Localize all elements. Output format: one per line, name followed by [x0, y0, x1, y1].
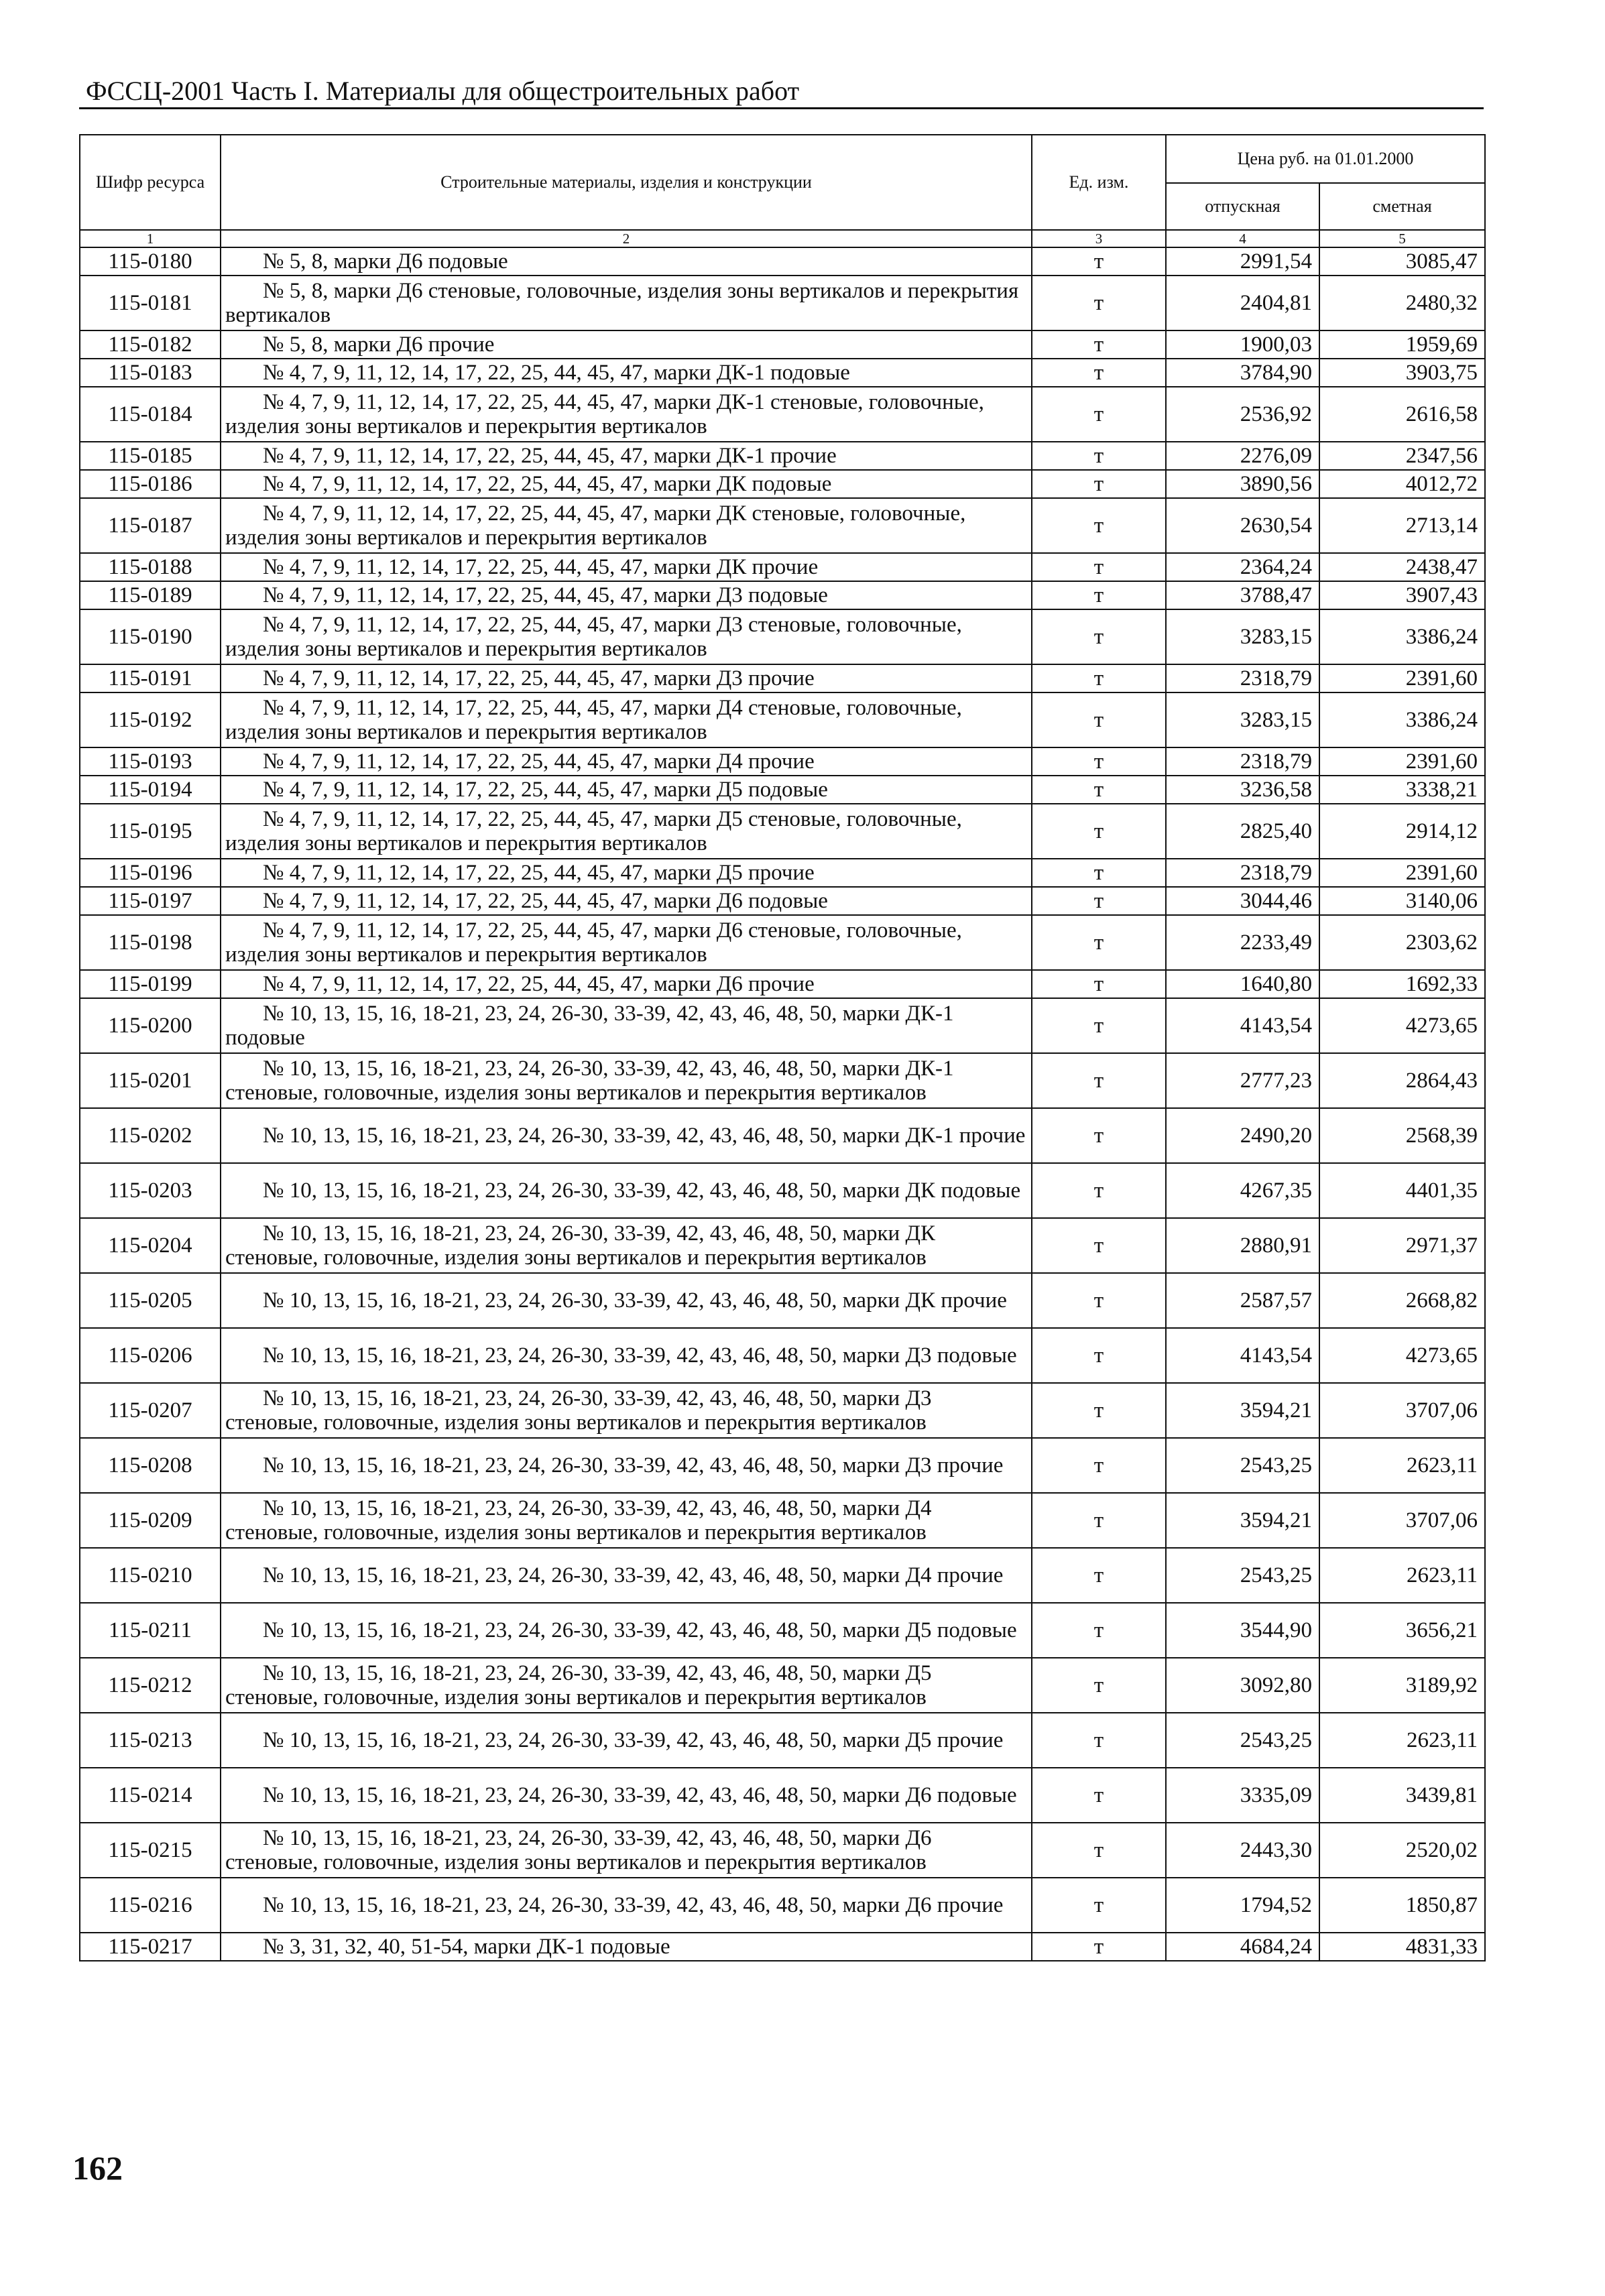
material-name-cell — [221, 553, 1032, 581]
release-price-cell: 3788,47 — [1166, 581, 1319, 609]
resource-code-cell: 115-0202 — [80, 1108, 221, 1163]
resource-code-cell: 115-0187 — [80, 498, 221, 553]
page-number: 162 — [72, 2149, 123, 2187]
resource-code-cell: 115-0194 — [80, 776, 221, 804]
resource-code-cell: 115-0214 — [80, 1768, 221, 1823]
table-row — [80, 1383, 1485, 1438]
price-table — [79, 134, 1486, 1961]
estimate-price-cell: 3903,75 — [1319, 359, 1485, 387]
material-name-cell — [221, 1768, 1032, 1823]
resource-code-cell: 115-0198 — [80, 915, 221, 970]
unit-cell: т — [1032, 330, 1166, 359]
release-price-cell: 3092,80 — [1166, 1658, 1319, 1713]
release-price-cell: 4143,54 — [1166, 1328, 1319, 1383]
table-row — [80, 1878, 1485, 1933]
release-price-cell: 2276,09 — [1166, 442, 1319, 470]
estimate-price-cell: 1850,87 — [1319, 1878, 1485, 1933]
resource-code-cell: 115-0204 — [80, 1218, 221, 1273]
estimate-price-cell: 2520,02 — [1319, 1823, 1485, 1878]
unit-cell: т — [1032, 1493, 1166, 1548]
estimate-price-cell: 2616,58 — [1319, 387, 1485, 442]
resource-code-cell: 115-0213 — [80, 1713, 221, 1768]
resource-code-cell: 115-0184 — [80, 387, 221, 442]
release-price-cell: 2490,20 — [1166, 1108, 1319, 1163]
column-header-estimate-price: сметная — [1319, 183, 1485, 230]
material-name-text: № 4, 7, 9, 11, 12, 14, 17, 22, 25, 44, 45, 47, марки Д5 прочие — [263, 861, 815, 885]
material-name-cell — [221, 276, 1032, 330]
table-row — [80, 609, 1485, 664]
unit-cell: т — [1032, 1383, 1166, 1438]
material-name-text: № 4, 7, 9, 11, 12, 14, 17, 22, 25, 44, 45, 47, марки Д3 прочие — [263, 666, 815, 690]
material-name-cell — [221, 470, 1032, 498]
material-name-text: № 10, 13, 15, 16, 18-21, 23, 24, 26-30, 33-39, 42, 43, 46, 48, 50, марки ДК-1 стеновые, головочные, изделия зоны вертикалов и перекрытия вертикалов — [225, 1056, 954, 1105]
release-price-cell: 2364,24 — [1166, 553, 1319, 581]
material-name-cell — [221, 1108, 1032, 1163]
estimate-price-cell: 3707,06 — [1319, 1493, 1485, 1548]
table-row — [80, 804, 1485, 859]
table-row — [80, 1273, 1485, 1328]
material-name-text: № 4, 7, 9, 11, 12, 14, 17, 22, 25, 44, 45, 47, марки Д6 прочие — [263, 972, 815, 996]
estimate-price-cell: 2971,37 — [1319, 1218, 1485, 1273]
unit-cell: т — [1032, 747, 1166, 776]
estimate-price-cell: 2438,47 — [1319, 553, 1485, 581]
material-name-text: № 4, 7, 9, 11, 12, 14, 17, 22, 25, 44, 45, 47, марки Д4 стеновые, головочные, изделия зоны вертикалов и перекрытия вертикалов — [225, 696, 962, 744]
material-name-cell — [221, 498, 1032, 553]
estimate-price-cell: 4401,35 — [1319, 1163, 1485, 1218]
release-price-cell: 2233,49 — [1166, 915, 1319, 970]
unit-cell: т — [1032, 1768, 1166, 1823]
material-name-cell — [221, 247, 1032, 276]
release-price-cell: 3283,15 — [1166, 692, 1319, 747]
estimate-price-cell: 2623,11 — [1319, 1438, 1485, 1493]
table-row — [80, 998, 1485, 1053]
table-row — [80, 1328, 1485, 1383]
unit-cell: т — [1032, 1548, 1166, 1603]
column-number: 5 — [1319, 230, 1485, 247]
material-name-text: № 4, 7, 9, 11, 12, 14, 17, 22, 25, 44, 45, 47, марки Д5 подовые — [263, 778, 828, 802]
resource-code-cell: 115-0196 — [80, 859, 221, 887]
material-name-cell — [221, 1548, 1032, 1603]
estimate-price-cell: 2391,60 — [1319, 859, 1485, 887]
release-price-cell: 4684,24 — [1166, 1933, 1319, 1961]
estimate-price-cell: 3656,21 — [1319, 1603, 1485, 1658]
material-name-text: № 3, 31, 32, 40, 51-54, марки ДК-1 подовые — [263, 1935, 670, 1959]
table-row — [80, 1438, 1485, 1493]
resource-code-cell: 115-0186 — [80, 470, 221, 498]
unit-cell: т — [1032, 1053, 1166, 1108]
material-name-text: № 4, 7, 9, 11, 12, 14, 17, 22, 25, 44, 45, 47, марки Д6 стеновые, головочные, изделия зоны вертикалов и перекрытия вертикалов — [225, 918, 962, 967]
resource-code-cell: 115-0217 — [80, 1933, 221, 1961]
material-name-cell — [221, 1328, 1032, 1383]
resource-code-cell: 115-0191 — [80, 664, 221, 692]
release-price-cell: 2991,54 — [1166, 247, 1319, 276]
estimate-price-cell: 3338,21 — [1319, 776, 1485, 804]
estimate-price-cell: 3386,24 — [1319, 692, 1485, 747]
material-name-cell — [221, 330, 1032, 359]
unit-cell: т — [1032, 998, 1166, 1053]
release-price-cell: 2443,30 — [1166, 1823, 1319, 1878]
resource-code-cell: 115-0208 — [80, 1438, 221, 1493]
table-row — [80, 747, 1485, 776]
resource-code-cell: 115-0199 — [80, 970, 221, 998]
table-row — [80, 276, 1485, 330]
estimate-price-cell: 1959,69 — [1319, 330, 1485, 359]
resource-code-cell: 115-0201 — [80, 1053, 221, 1108]
estimate-price-cell: 3707,06 — [1319, 1383, 1485, 1438]
estimate-price-cell: 2623,11 — [1319, 1713, 1485, 1768]
material-name-text: № 10, 13, 15, 16, 18-21, 23, 24, 26-30, 33-39, 42, 43, 46, 48, 50, марки Д3 прочие — [263, 1453, 1004, 1477]
unit-cell: т — [1032, 1108, 1166, 1163]
table-row — [80, 581, 1485, 609]
table-row — [80, 1768, 1485, 1823]
unit-cell: т — [1032, 387, 1166, 442]
table-row — [80, 359, 1485, 387]
material-name-cell — [221, 1163, 1032, 1218]
material-name-text: № 10, 13, 15, 16, 18-21, 23, 24, 26-30, 33-39, 42, 43, 46, 48, 50, марки ДК-1 подовые — [225, 1002, 954, 1050]
table-row — [80, 1163, 1485, 1218]
resource-code-cell: 115-0192 — [80, 692, 221, 747]
release-price-cell: 2825,40 — [1166, 804, 1319, 859]
material-name-text: № 10, 13, 15, 16, 18-21, 23, 24, 26-30, 33-39, 42, 43, 46, 48, 50, марки Д4 прочие — [263, 1563, 1004, 1587]
estimate-price-cell: 2303,62 — [1319, 915, 1485, 970]
material-name-text: № 4, 7, 9, 11, 12, 14, 17, 22, 25, 44, 45, 47, марки ДК-1 подовые — [263, 361, 850, 385]
unit-cell: т — [1032, 359, 1166, 387]
release-price-cell: 2587,57 — [1166, 1273, 1319, 1328]
table-row — [80, 1493, 1485, 1548]
release-price-cell: 3594,21 — [1166, 1493, 1319, 1548]
estimate-price-cell: 2347,56 — [1319, 442, 1485, 470]
material-name-cell — [221, 1493, 1032, 1548]
unit-cell: т — [1032, 804, 1166, 859]
column-header-release-price: отпускная — [1166, 183, 1319, 230]
material-name-text: № 10, 13, 15, 16, 18-21, 23, 24, 26-30, 33-39, 42, 43, 46, 48, 50, марки ДК подовые — [263, 1179, 1021, 1203]
resource-code-cell: 115-0189 — [80, 581, 221, 609]
release-price-cell: 3544,90 — [1166, 1603, 1319, 1658]
unit-cell: т — [1032, 1603, 1166, 1658]
estimate-price-cell: 2864,43 — [1319, 1053, 1485, 1108]
material-name-text: № 4, 7, 9, 11, 12, 14, 17, 22, 25, 44, 45, 47, марки Д4 прочие — [263, 749, 815, 774]
material-name-text: № 4, 7, 9, 11, 12, 14, 17, 22, 25, 44, 45, 47, марки ДК прочие — [263, 555, 819, 579]
release-price-cell: 3044,46 — [1166, 887, 1319, 915]
table-row — [80, 470, 1485, 498]
unit-cell: т — [1032, 553, 1166, 581]
resource-code-cell: 115-0203 — [80, 1163, 221, 1218]
table-row — [80, 247, 1485, 276]
estimate-price-cell: 3140,06 — [1319, 887, 1485, 915]
table-row — [80, 692, 1485, 747]
resource-code-cell: 115-0205 — [80, 1273, 221, 1328]
release-price-cell: 2318,79 — [1166, 747, 1319, 776]
unit-cell: т — [1032, 247, 1166, 276]
material-name-text: № 10, 13, 15, 16, 18-21, 23, 24, 26-30, 33-39, 42, 43, 46, 48, 50, марки Д5 прочие — [263, 1728, 1004, 1752]
resource-code-cell: 115-0188 — [80, 553, 221, 581]
unit-cell: т — [1032, 470, 1166, 498]
estimate-price-cell: 4273,65 — [1319, 1328, 1485, 1383]
column-header-code: Шифр ресурса — [80, 135, 221, 230]
table-row — [80, 1658, 1485, 1713]
table-row — [80, 1053, 1485, 1108]
table-row — [80, 859, 1485, 887]
material-name-cell — [221, 1053, 1032, 1108]
release-price-cell: 2880,91 — [1166, 1218, 1319, 1273]
unit-cell: т — [1032, 1878, 1166, 1933]
column-number: 4 — [1166, 230, 1319, 247]
unit-cell: т — [1032, 1658, 1166, 1713]
release-price-cell: 2318,79 — [1166, 664, 1319, 692]
column-number-row — [80, 230, 1485, 247]
material-name-cell — [221, 1658, 1032, 1713]
unit-cell: т — [1032, 1438, 1166, 1493]
material-name-cell — [221, 747, 1032, 776]
estimate-price-cell: 2623,11 — [1319, 1548, 1485, 1603]
material-name-cell — [221, 859, 1032, 887]
resource-code-cell: 115-0206 — [80, 1328, 221, 1383]
material-name-cell — [221, 1713, 1032, 1768]
material-name-cell — [221, 692, 1032, 747]
estimate-price-cell: 4012,72 — [1319, 470, 1485, 498]
table-row — [80, 330, 1485, 359]
table-row — [80, 970, 1485, 998]
release-price-cell: 2777,23 — [1166, 1053, 1319, 1108]
unit-cell: т — [1032, 970, 1166, 998]
release-price-cell: 2318,79 — [1166, 859, 1319, 887]
unit-cell: т — [1032, 442, 1166, 470]
estimate-price-cell: 2480,32 — [1319, 276, 1485, 330]
material-name-text: № 10, 13, 15, 16, 18-21, 23, 24, 26-30, 33-39, 42, 43, 46, 48, 50, марки ДК стеновые, головочные, изделия зоны вертикалов и перекрытия вертикалов — [225, 1221, 935, 1270]
unit-cell: т — [1032, 915, 1166, 970]
estimate-price-cell: 2391,60 — [1319, 664, 1485, 692]
material-name-cell — [221, 1603, 1032, 1658]
material-name-cell — [221, 387, 1032, 442]
release-price-cell: 2630,54 — [1166, 498, 1319, 553]
page-header-title: ФССЦ-2001 Часть I. Материалы для общестроительных работ — [86, 76, 800, 106]
material-name-cell — [221, 887, 1032, 915]
material-name-cell — [221, 1823, 1032, 1878]
unit-cell: т — [1032, 859, 1166, 887]
unit-cell: т — [1032, 1273, 1166, 1328]
material-name-cell — [221, 359, 1032, 387]
material-name-text: № 5, 8, марки Д6 прочие — [263, 333, 495, 357]
column-number: 1 — [80, 230, 221, 247]
material-name-text: № 4, 7, 9, 11, 12, 14, 17, 22, 25, 44, 45, 47, марки ДК стеновые, головочные, изделия зоны вертикалов и перекрытия вертикалов — [225, 501, 966, 550]
table-row — [80, 664, 1485, 692]
table-row — [80, 1218, 1485, 1273]
column-number: 3 — [1032, 230, 1166, 247]
material-name-cell — [221, 1933, 1032, 1961]
estimate-price-cell: 3386,24 — [1319, 609, 1485, 664]
estimate-price-cell: 2568,39 — [1319, 1108, 1485, 1163]
material-name-text: № 10, 13, 15, 16, 18-21, 23, 24, 26-30, 33-39, 42, 43, 46, 48, 50, марки Д6 прочие — [263, 1893, 1004, 1917]
release-price-cell: 4143,54 — [1166, 998, 1319, 1053]
unit-cell: т — [1032, 498, 1166, 553]
unit-cell: т — [1032, 1328, 1166, 1383]
material-name-cell — [221, 970, 1032, 998]
table-row — [80, 1713, 1485, 1768]
table-body — [80, 247, 1485, 1961]
column-header-unit: Ед. изм. — [1032, 135, 1166, 230]
resource-code-cell: 115-0211 — [80, 1603, 221, 1658]
release-price-cell: 1794,52 — [1166, 1878, 1319, 1933]
material-name-cell — [221, 998, 1032, 1053]
column-header-price-group: Цена руб. на 01.01.2000 — [1166, 135, 1485, 183]
estimate-price-cell: 2668,82 — [1319, 1273, 1485, 1328]
material-name-text: № 10, 13, 15, 16, 18-21, 23, 24, 26-30, 33-39, 42, 43, 46, 48, 50, марки Д5 стеновые, головочные, изделия зоны вертикалов и перекрытия вертикалов — [225, 1661, 932, 1709]
material-name-cell — [221, 915, 1032, 970]
material-name-cell — [221, 1383, 1032, 1438]
material-name-cell — [221, 1878, 1032, 1933]
unit-cell: т — [1032, 692, 1166, 747]
resource-code-cell: 115-0209 — [80, 1493, 221, 1548]
table-row — [80, 776, 1485, 804]
column-number: 2 — [221, 230, 1032, 247]
estimate-price-cell: 3439,81 — [1319, 1768, 1485, 1823]
resource-code-cell: 115-0181 — [80, 276, 221, 330]
material-name-text: № 4, 7, 9, 11, 12, 14, 17, 22, 25, 44, 45, 47, марки Д3 подовые — [263, 583, 828, 607]
table-row — [80, 1548, 1485, 1603]
material-name-cell — [221, 609, 1032, 664]
table-row — [80, 1823, 1485, 1878]
resource-code-cell: 115-0210 — [80, 1548, 221, 1603]
material-name-text: № 10, 13, 15, 16, 18-21, 23, 24, 26-30, 33-39, 42, 43, 46, 48, 50, марки ДК прочие — [263, 1288, 1007, 1313]
resource-code-cell: 115-0207 — [80, 1383, 221, 1438]
material-name-text: № 5, 8, марки Д6 подовые — [263, 249, 508, 274]
unit-cell: т — [1032, 1713, 1166, 1768]
resource-code-cell: 115-0195 — [80, 804, 221, 859]
table-row — [80, 498, 1485, 553]
release-price-cell: 3784,90 — [1166, 359, 1319, 387]
resource-code-cell: 115-0190 — [80, 609, 221, 664]
material-name-cell — [221, 1438, 1032, 1493]
estimate-price-cell: 3189,92 — [1319, 1658, 1485, 1713]
unit-cell: т — [1032, 581, 1166, 609]
release-price-cell: 2543,25 — [1166, 1548, 1319, 1603]
unit-cell: т — [1032, 664, 1166, 692]
release-price-cell: 3890,56 — [1166, 470, 1319, 498]
header-divider — [79, 107, 1484, 109]
release-price-cell: 3283,15 — [1166, 609, 1319, 664]
material-name-cell — [221, 1273, 1032, 1328]
material-name-text: № 4, 7, 9, 11, 12, 14, 17, 22, 25, 44, 45, 47, марки ДК подовые — [263, 472, 832, 496]
table-row — [80, 1603, 1485, 1658]
estimate-price-cell: 2914,12 — [1319, 804, 1485, 859]
estimate-price-cell: 4831,33 — [1319, 1933, 1485, 1961]
material-name-text: № 10, 13, 15, 16, 18-21, 23, 24, 26-30, 33-39, 42, 43, 46, 48, 50, марки Д4 стеновые, головочные, изделия зоны вертикалов и перекрытия вертикалов — [225, 1496, 932, 1545]
release-price-cell: 2543,25 — [1166, 1438, 1319, 1493]
resource-code-cell: 115-0215 — [80, 1823, 221, 1878]
material-name-text: № 10, 13, 15, 16, 18-21, 23, 24, 26-30, 33-39, 42, 43, 46, 48, 50, марки Д6 стеновые, головочные, изделия зоны вертикалов и перекрытия вертикалов — [225, 1826, 932, 1874]
material-name-text: № 10, 13, 15, 16, 18-21, 23, 24, 26-30, 33-39, 42, 43, 46, 48, 50, марки Д5 подовые — [263, 1618, 1017, 1642]
material-name-text: № 4, 7, 9, 11, 12, 14, 17, 22, 25, 44, 45, 47, марки Д5 стеновые, головочные, изделия зоны вертикалов и перекрытия вертикалов — [225, 807, 962, 855]
estimate-price-cell: 2713,14 — [1319, 498, 1485, 553]
release-price-cell: 4267,35 — [1166, 1163, 1319, 1218]
column-header-name: Строительные материалы, изделия и конструкции — [221, 135, 1032, 230]
table-header — [80, 135, 1485, 247]
release-price-cell: 1640,80 — [1166, 970, 1319, 998]
table-row — [80, 915, 1485, 970]
unit-cell: т — [1032, 1933, 1166, 1961]
unit-cell: т — [1032, 776, 1166, 804]
unit-cell: т — [1032, 276, 1166, 330]
material-name-text: № 5, 8, марки Д6 стеновые, головочные, изделия зоны вертикалов и перекрытия вертикалов — [225, 279, 1019, 327]
material-name-text: № 4, 7, 9, 11, 12, 14, 17, 22, 25, 44, 45, 47, марки ДК-1 стеновые, головочные, изделия зоны вертикалов и перекрытия вертикалов — [225, 390, 984, 438]
unit-cell: т — [1032, 1218, 1166, 1273]
resource-code-cell: 115-0185 — [80, 442, 221, 470]
resource-code-cell: 115-0200 — [80, 998, 221, 1053]
release-price-cell: 2543,25 — [1166, 1713, 1319, 1768]
unit-cell: т — [1032, 887, 1166, 915]
unit-cell: т — [1032, 1163, 1166, 1218]
material-name-cell — [221, 664, 1032, 692]
release-price-cell: 2536,92 — [1166, 387, 1319, 442]
resource-code-cell: 115-0180 — [80, 247, 221, 276]
table-row — [80, 387, 1485, 442]
material-name-text: № 4, 7, 9, 11, 12, 14, 17, 22, 25, 44, 45, 47, марки Д6 подовые — [263, 889, 828, 913]
release-price-cell: 3236,58 — [1166, 776, 1319, 804]
material-name-text: № 10, 13, 15, 16, 18-21, 23, 24, 26-30, 33-39, 42, 43, 46, 48, 50, марки ДК-1 прочие — [263, 1124, 1026, 1148]
material-name-text: № 4, 7, 9, 11, 12, 14, 17, 22, 25, 44, 45, 47, марки Д3 стеновые, головочные, изделия зоны вертикалов и перекрытия вертикалов — [225, 613, 962, 661]
material-name-cell — [221, 442, 1032, 470]
table-row — [80, 1933, 1485, 1961]
release-price-cell: 3594,21 — [1166, 1383, 1319, 1438]
resource-code-cell: 115-0197 — [80, 887, 221, 915]
resource-code-cell: 115-0182 — [80, 330, 221, 359]
material-name-text: № 10, 13, 15, 16, 18-21, 23, 24, 26-30, 33-39, 42, 43, 46, 48, 50, марки Д3 подовые — [263, 1343, 1017, 1368]
estimate-price-cell: 3085,47 — [1319, 247, 1485, 276]
release-price-cell: 2404,81 — [1166, 276, 1319, 330]
release-price-cell: 3335,09 — [1166, 1768, 1319, 1823]
material-name-cell — [221, 804, 1032, 859]
material-name-cell — [221, 581, 1032, 609]
resource-code-cell: 115-0193 — [80, 747, 221, 776]
material-name-text: № 10, 13, 15, 16, 18-21, 23, 24, 26-30, 33-39, 42, 43, 46, 48, 50, марки Д6 подовые — [263, 1783, 1017, 1807]
material-name-text: № 4, 7, 9, 11, 12, 14, 17, 22, 25, 44, 45, 47, марки ДК-1 прочие — [263, 444, 837, 468]
material-name-cell — [221, 1218, 1032, 1273]
estimate-price-cell: 2391,60 — [1319, 747, 1485, 776]
resource-code-cell: 115-0212 — [80, 1658, 221, 1713]
table-row — [80, 442, 1485, 470]
table-row — [80, 553, 1485, 581]
material-name-text: № 10, 13, 15, 16, 18-21, 23, 24, 26-30, 33-39, 42, 43, 46, 48, 50, марки Д3 стеновые, головочные, изделия зоны вертикалов и перекрытия вертикалов — [225, 1386, 932, 1435]
resource-code-cell: 115-0183 — [80, 359, 221, 387]
table-row — [80, 1108, 1485, 1163]
unit-cell: т — [1032, 609, 1166, 664]
estimate-price-cell: 1692,33 — [1319, 970, 1485, 998]
material-name-cell — [221, 776, 1032, 804]
resource-code-cell: 115-0216 — [80, 1878, 221, 1933]
unit-cell: т — [1032, 1823, 1166, 1878]
table-row — [80, 887, 1485, 915]
estimate-price-cell: 3907,43 — [1319, 581, 1485, 609]
release-price-cell: 1900,03 — [1166, 330, 1319, 359]
estimate-price-cell: 4273,65 — [1319, 998, 1485, 1053]
